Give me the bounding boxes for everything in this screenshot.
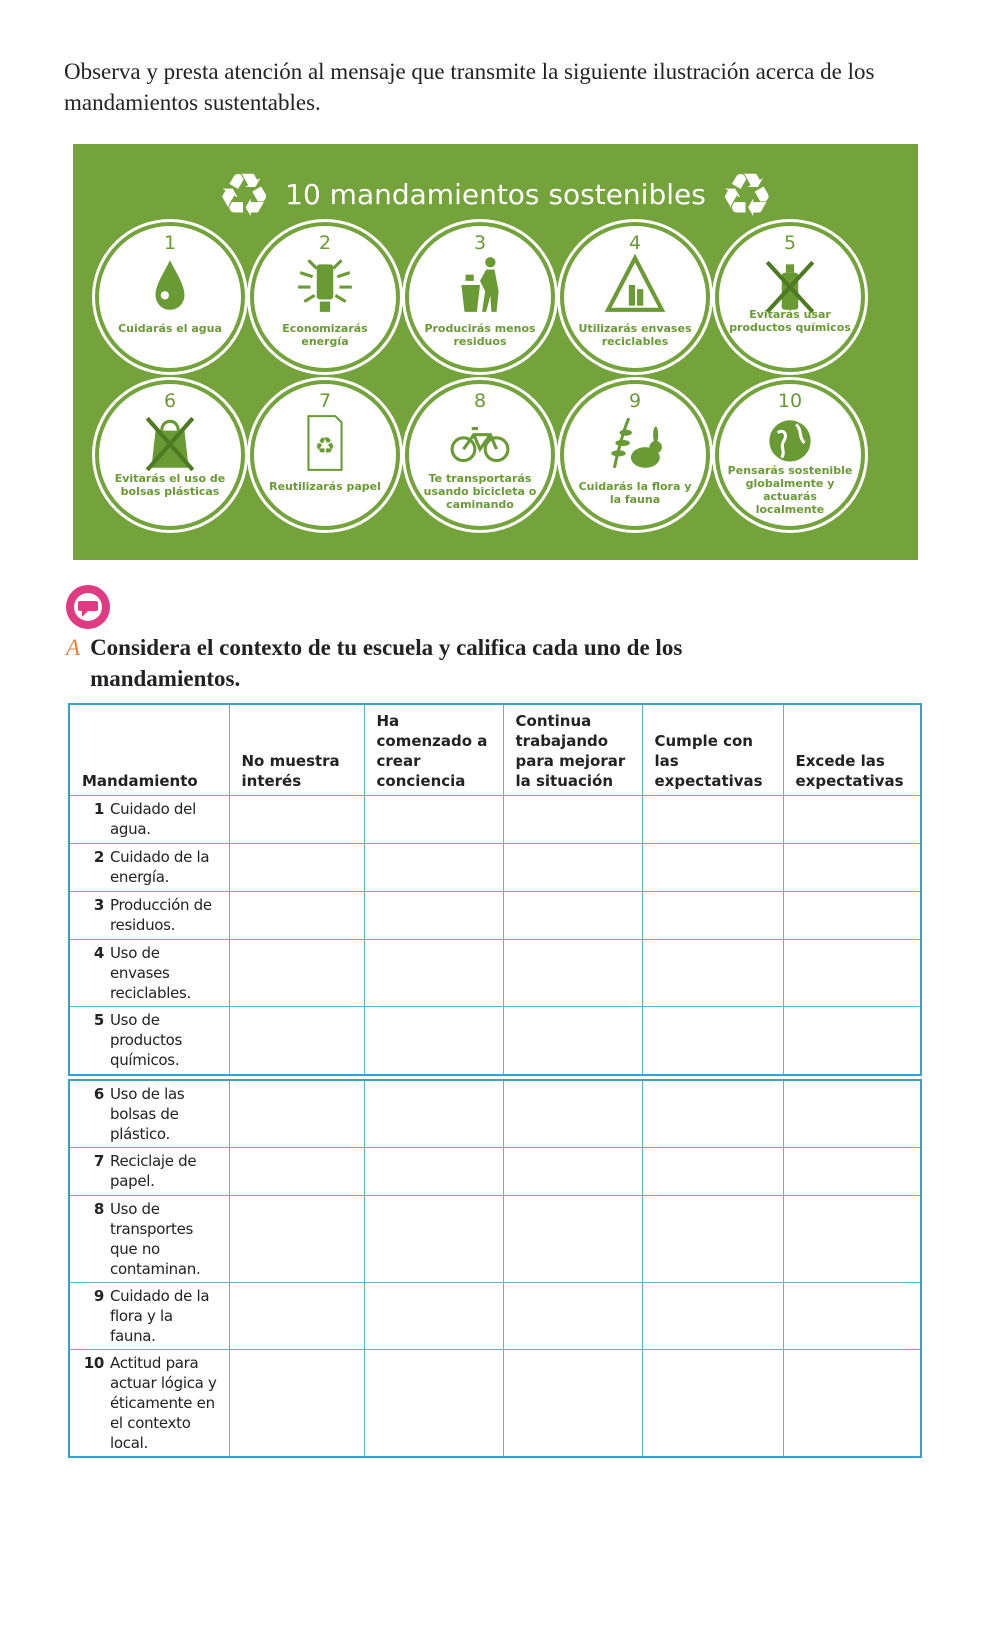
rating-cell[interactable] <box>642 1283 783 1350</box>
header-mandamiento: Mandamiento <box>69 704 229 796</box>
rating-cell[interactable] <box>503 1196 642 1283</box>
activity-speech-icon <box>66 585 110 629</box>
rating-cell[interactable] <box>783 1007 921 1075</box>
rating-cell[interactable] <box>229 1283 364 1350</box>
commandment-2 <box>250 222 400 372</box>
recycle-icon: ♻ <box>217 161 272 231</box>
commandment-label: Evitarás el uso de bolsas plásticas <box>114 472 226 498</box>
rating-cell[interactable] <box>364 940 503 1007</box>
row-label: Uso de las bolsas de plástico. <box>110 1085 185 1143</box>
row-number: 4 <box>93 944 104 962</box>
fern-rabbit-icon <box>564 412 706 474</box>
table-row <box>69 1196 921 1283</box>
table-header-row <box>69 704 921 796</box>
table-row <box>69 1007 921 1075</box>
commandment-label: Producirás menos residuos <box>424 322 536 348</box>
commandment-number: 3 <box>473 232 487 254</box>
rating-cell[interactable] <box>503 1350 642 1458</box>
rating-table-top <box>68 703 922 1076</box>
row-number: 6 <box>93 1085 104 1103</box>
row-label: Cuidado de la flora y la fauna. <box>110 1287 210 1345</box>
rating-cell[interactable] <box>229 892 364 940</box>
rating-cell[interactable] <box>783 892 921 940</box>
commandment-label: Economizarás energía <box>282 322 368 348</box>
commandment-number: 10 <box>777 390 803 412</box>
activity-letter: A <box>66 635 81 660</box>
recycle-icon: ♻ <box>719 161 774 231</box>
header-continua: Continua trabajando para mejorar la situación <box>503 704 642 796</box>
row-label: Cuidado de la energía. <box>110 848 210 886</box>
table-row <box>69 1148 921 1196</box>
commandment-number: 7 <box>318 390 332 412</box>
commandment-6 <box>95 380 245 530</box>
svg-text:♻: ♻ <box>314 433 336 460</box>
commandment-number: 8 <box>473 390 487 412</box>
rating-cell[interactable] <box>783 940 921 1007</box>
commandment-label: Pensarás sostenible globalmente y actuarás localmente <box>727 464 853 516</box>
commandment-label: Cuidarás el agua <box>118 322 222 335</box>
commandment-number: 9 <box>628 390 642 412</box>
commandment-1 <box>95 222 245 372</box>
rating-cell[interactable] <box>364 1196 503 1283</box>
rating-cell[interactable] <box>364 844 503 892</box>
row-label: Uso de productos químicos. <box>110 1011 182 1069</box>
rating-cell[interactable] <box>364 1007 503 1075</box>
commandment-label: Te transportarás usando bicicleta o caminando <box>423 472 537 511</box>
bicycle-icon <box>409 412 551 474</box>
rating-cell[interactable] <box>642 1196 783 1283</box>
header-excede: Excede las expectativas <box>783 704 921 796</box>
rating-cell[interactable] <box>642 796 783 844</box>
commandment-number: 1 <box>163 232 177 254</box>
commandment-label: Cuidarás la flora y la fauna <box>578 480 692 506</box>
rating-cell[interactable] <box>364 892 503 940</box>
commandment-number: 6 <box>163 390 177 412</box>
row-label: Reciclaje de papel. <box>110 1152 197 1190</box>
row-number: 2 <box>93 848 104 866</box>
commandment-9 <box>560 380 710 530</box>
rating-cell[interactable] <box>503 1007 642 1075</box>
table-row <box>69 796 921 844</box>
rating-cell[interactable] <box>783 1283 921 1350</box>
row-label: Uso de transportes que no contaminan. <box>110 1200 201 1278</box>
table-row <box>69 1350 921 1458</box>
rating-cell[interactable] <box>364 1350 503 1458</box>
rating-cell[interactable] <box>229 796 364 844</box>
commandment-number: 5 <box>783 232 797 254</box>
rating-cell[interactable] <box>229 1148 364 1196</box>
rating-cell[interactable] <box>364 1080 503 1148</box>
rating-cell[interactable] <box>229 1350 364 1458</box>
table-row <box>69 940 921 1007</box>
rating-cell[interactable] <box>503 892 642 940</box>
commandment-label: Reutilizarás papel <box>269 480 381 493</box>
rating-cell[interactable] <box>783 1148 921 1196</box>
trash-bin-icon <box>409 254 551 316</box>
plastic-bag-icon <box>99 412 241 474</box>
commandment-5 <box>715 222 865 372</box>
row-label: Cuidado del agua. <box>110 800 196 838</box>
header-comenzado: Ha comenzado a crear conciencia <box>364 704 503 796</box>
banner-title-row <box>73 161 918 231</box>
row-number: 9 <box>93 1287 104 1305</box>
row-number: 7 <box>93 1152 104 1170</box>
rating-cell[interactable] <box>503 1080 642 1148</box>
rating-cell[interactable] <box>642 1148 783 1196</box>
rating-cell[interactable] <box>364 1148 503 1196</box>
commandment-7 <box>250 380 400 530</box>
commandment-label: Utilizarás envases reciclables <box>578 322 692 348</box>
row-number: 1 <box>93 800 104 818</box>
commandment-8 <box>405 380 555 530</box>
rating-cell[interactable] <box>229 940 364 1007</box>
row-label: Actitud para actuar lógica y éticamente en el contexto local. <box>110 1354 217 1452</box>
rating-cell[interactable] <box>783 1196 921 1283</box>
header-cumple: Cumple con las expectativas <box>642 704 783 796</box>
header-no-interes: No muestra interés <box>229 704 364 796</box>
rating-cell[interactable] <box>503 940 642 1007</box>
row-label: Producción de residuos. <box>110 896 212 934</box>
rating-cell[interactable] <box>229 844 364 892</box>
rating-cell[interactable] <box>642 940 783 1007</box>
row-number: 8 <box>93 1200 104 1218</box>
rating-cell[interactable] <box>642 1350 783 1458</box>
rating-cell[interactable] <box>642 892 783 940</box>
rating-cell[interactable] <box>364 796 503 844</box>
banner-title: 10 mandamientos sostenibles <box>285 178 706 211</box>
rating-cell[interactable] <box>642 1080 783 1148</box>
commandment-10 <box>715 380 865 530</box>
row-number: 5 <box>93 1011 104 1029</box>
rating-table-bottom <box>68 1079 922 1458</box>
commandment-number: 2 <box>318 232 332 254</box>
commandment-number: 4 <box>628 232 642 254</box>
recycled-paper-icon <box>254 412 396 474</box>
table-row <box>69 1283 921 1350</box>
spray-can-icon <box>719 254 861 316</box>
rating-cell[interactable] <box>503 796 642 844</box>
row-label: Uso de envases reciclables. <box>110 944 191 1002</box>
activity-heading <box>66 632 826 694</box>
commandments-banner <box>73 144 918 560</box>
rating-cell[interactable] <box>229 1080 364 1148</box>
table-row <box>69 844 921 892</box>
recycle-bottles-icon <box>564 254 706 316</box>
rating-cell[interactable] <box>503 1283 642 1350</box>
table-row <box>69 892 921 940</box>
light-bulb-icon <box>254 254 396 316</box>
row-number: 10 <box>83 1354 104 1372</box>
commandment-label: Evitarás usar productos químicos <box>729 308 851 334</box>
rating-cell[interactable] <box>364 1283 503 1350</box>
rating-cell[interactable] <box>783 796 921 844</box>
rating-cell[interactable] <box>642 1007 783 1075</box>
rating-cell[interactable] <box>229 1196 364 1283</box>
row-number: 3 <box>93 896 104 914</box>
rating-cell[interactable] <box>783 1080 921 1148</box>
water-drop-icon <box>99 254 241 316</box>
rating-cell[interactable] <box>783 1350 921 1458</box>
rating-cell[interactable] <box>783 844 921 892</box>
rating-cell[interactable] <box>229 1007 364 1075</box>
commandment-3 <box>405 222 555 372</box>
rating-cell[interactable] <box>503 844 642 892</box>
table-row <box>69 1080 921 1148</box>
rating-cell[interactable] <box>642 844 783 892</box>
activity-instructions: Considera el contexto de tu escuela y califica cada uno de los mandamientos. <box>90 635 683 691</box>
commandment-4 <box>560 222 710 372</box>
intro-text: Observa y presta atención al mensaje que transmite la siguiente ilustración acerca de los mandamientos sustentables. <box>64 59 875 115</box>
rating-cell[interactable] <box>503 1148 642 1196</box>
